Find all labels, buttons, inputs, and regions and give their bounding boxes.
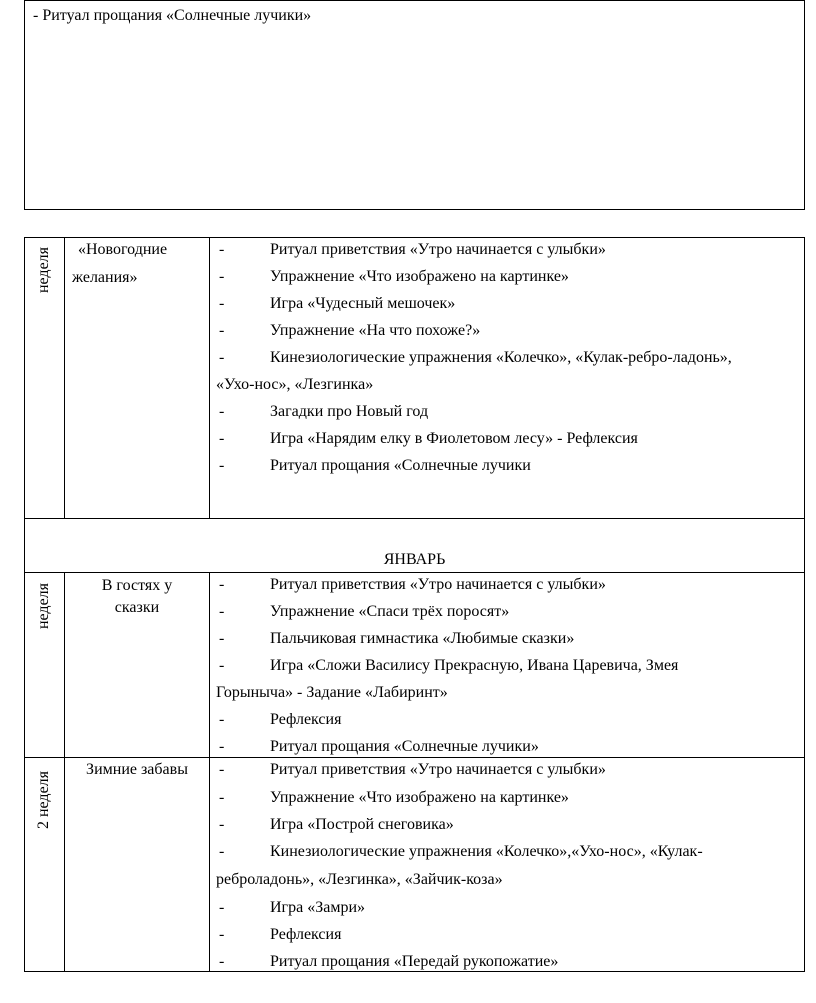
activity-item: Упражнение «Что изображено на картинке» [270,789,569,806]
bullet-dash: - [219,761,225,778]
activity-item: Рефлексия [270,926,342,943]
activity-item: Игра «Замри» [270,899,366,916]
week-label: неделя [35,246,52,294]
activity-item: Ритуал прощания «Солнечные лучики [270,457,531,474]
bullet-dash: - [219,953,225,970]
activity-item: Игра «Построй снеговика» [270,816,454,833]
activity-item: Кинезиологические упражнения «Колечко», «Кулак-ребро-ладонь», [270,349,732,366]
week-label: неделя [35,582,52,630]
week-label: 2 неделя [35,770,52,830]
col-divider-topic-2 [209,572,210,972]
activity-item: Упражнение «На что похоже?» [270,322,481,339]
activity-item: Ритуал приветствия «Утро начинается с улыбки» [270,241,606,258]
activity-item-continuation: Горыныча» - Задание «Лабиринт» [216,684,448,701]
bullet-dash: - [219,843,225,860]
top-block [24,0,805,210]
bullet-dash: - [219,322,225,339]
bullet-dash: - [219,576,225,593]
activity-item: Игра «Сложи Василису Прекрасную, Ивана Царевича, Змея [270,657,679,674]
activity-item: Игра «Нарядим елку в Фиолетовом лесу» - Рефлексия [270,430,638,447]
bullet-dash: - [219,295,225,312]
row-divider-month [24,518,805,519]
bullet-dash: - [219,926,225,943]
bullet-dash: - [219,268,225,285]
activity-item-continuation: «Ухо-нос», «Лезгинка» [216,376,374,393]
activity-item: Упражнение «Спаси трёх поросят» [270,603,510,620]
bullet-dash: - [219,430,225,447]
topic-line: В гостях у [101,577,173,594]
bullet-dash: - [219,603,225,620]
activity-item: Рефлексия [270,711,342,728]
topic-line: сказки [114,599,160,616]
bullet-dash: - [219,349,225,366]
bullet-dash: - [219,241,225,258]
bullet-dash: - [219,457,225,474]
bullet-dash: - [219,403,225,420]
activity-item: Пальчиковая гимнастика «Любимые сказки» [270,630,575,647]
row-divider-jan1 [24,572,805,573]
activity-item: Ритуал прощания «Солнечные лучики» [270,738,539,755]
month-header: ЯНВАРЬ [383,551,446,568]
top-block-text: - Ритуал прощания «Солнечные лучики» [33,7,312,24]
topic-line: желания» [72,269,138,286]
activity-item: Загадки про Новый год [270,403,429,420]
col-divider-topic-1 [209,237,210,518]
bullet-dash: - [219,711,225,728]
activity-item-continuation: реброладонь», «Лезгинка», «Зайчик-коза» [216,871,503,888]
activity-item: Ритуал приветствия «Утро начинается с улыбки» [270,761,606,778]
activity-item: Ритуал прощания «Передай рукопожатие» [270,953,559,970]
bullet-dash: - [219,630,225,647]
bullet-dash: - [219,816,225,833]
topic-line: Зимние забавы [86,761,188,778]
bullet-dash: - [219,789,225,806]
topic-line: «Новогодние [78,241,168,258]
bullet-dash: - [219,657,225,674]
bullet-dash: - [219,738,225,755]
activity-item: Ритуал приветствия «Утро начинается с улыбки» [270,576,606,593]
activity-item: Кинезиологические упражнения «Колечко»,«Ухо-нос», «Кулак- [270,843,703,860]
bullet-dash: - [219,899,225,916]
col-divider-week-1 [64,237,65,518]
row-divider-jan2 [24,757,805,758]
activity-item: Упражнение «Что изображено на картинке» [270,268,569,285]
activity-item: Игра «Чудесный мешочек» [270,295,456,312]
